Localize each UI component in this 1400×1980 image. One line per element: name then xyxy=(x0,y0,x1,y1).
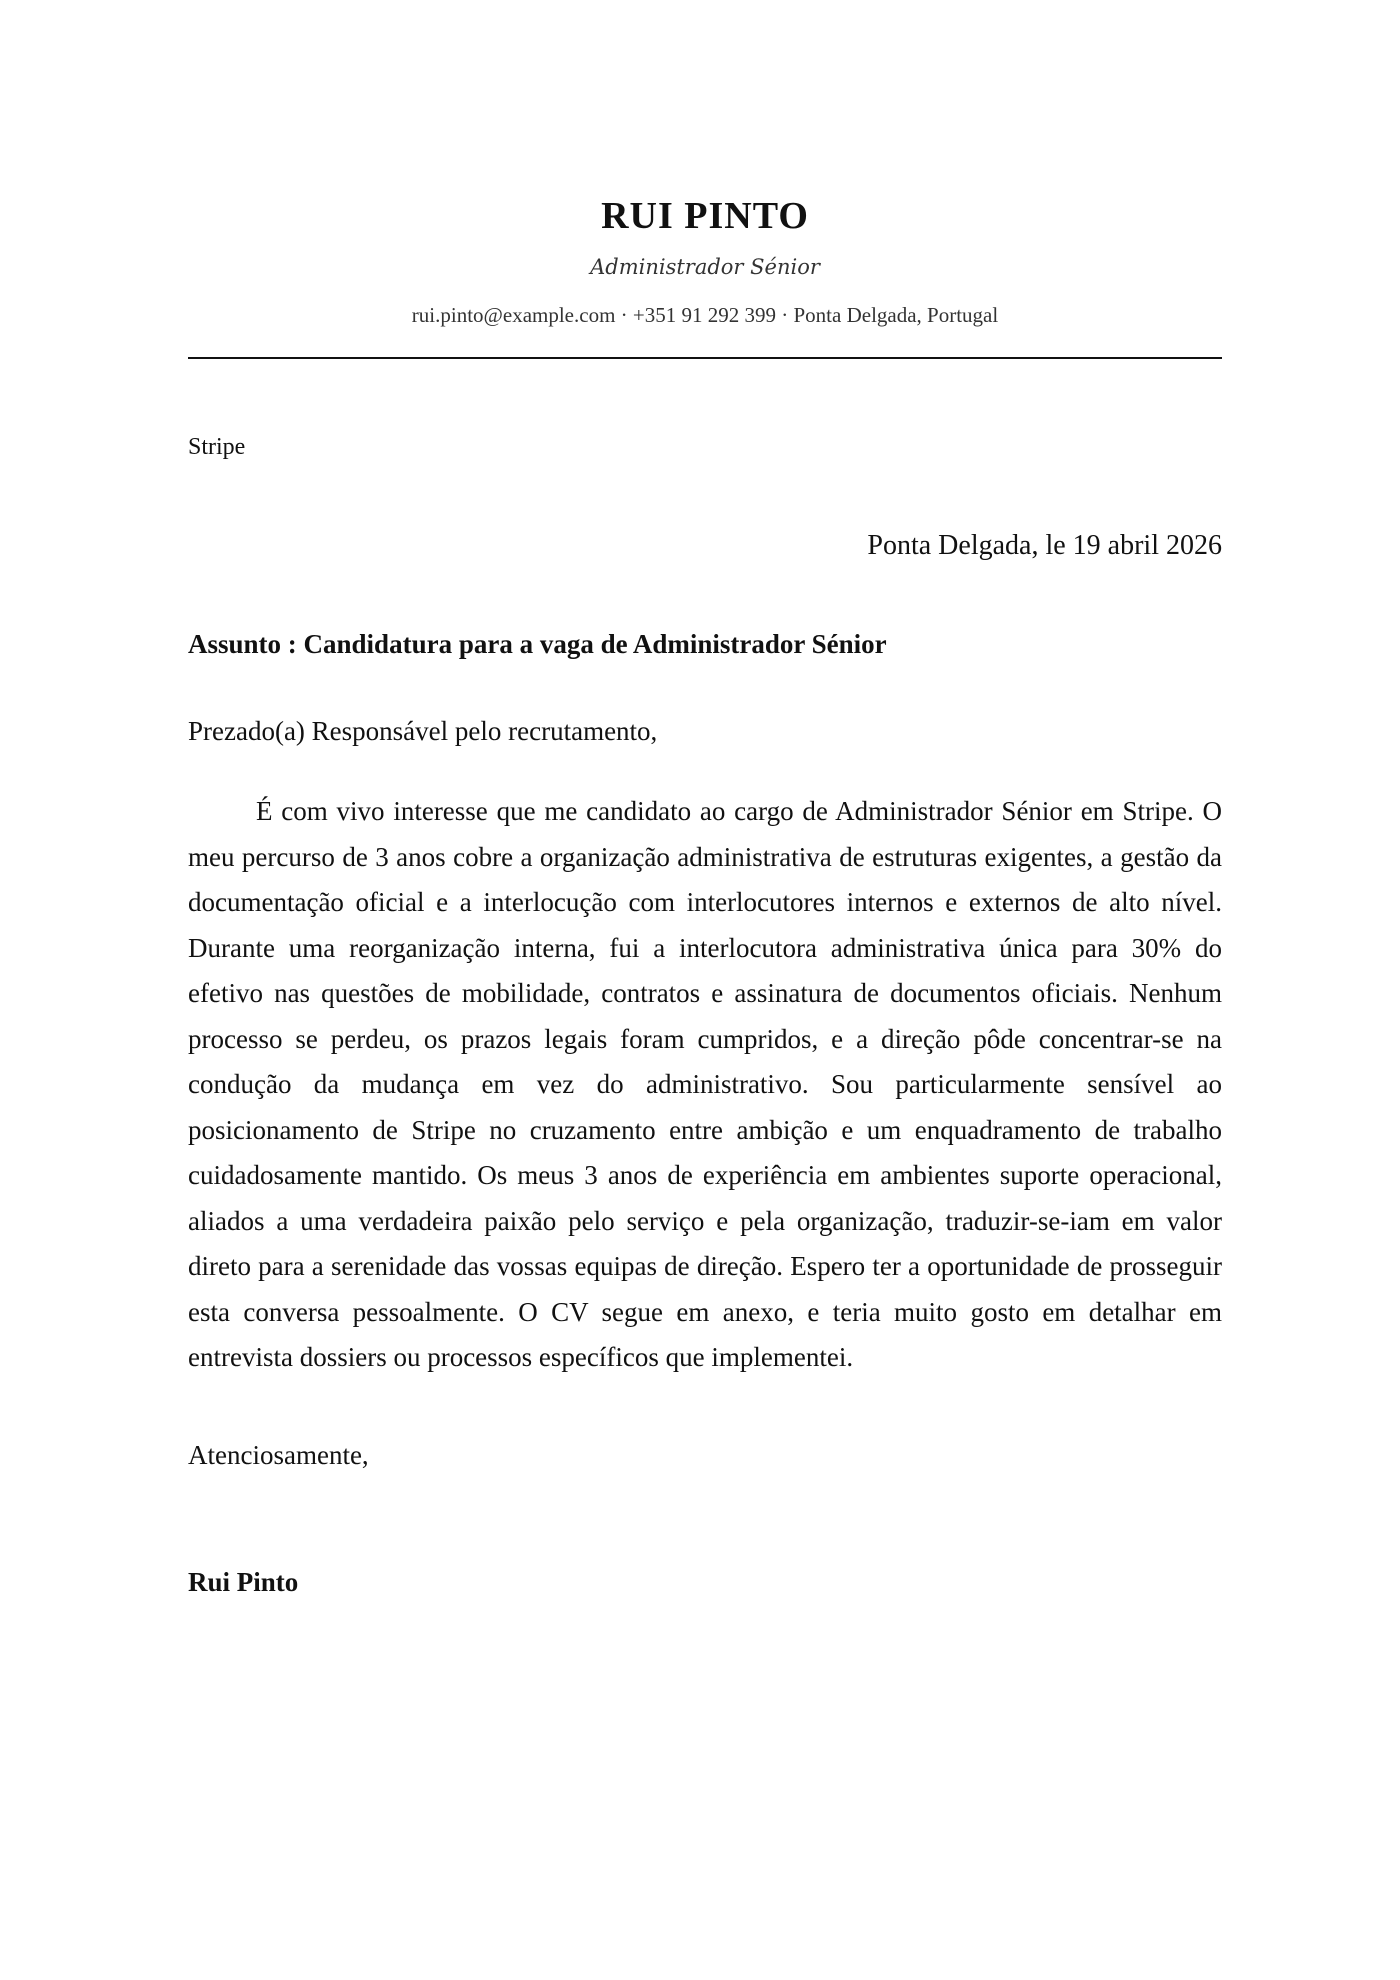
contact-line xyxy=(188,300,1222,330)
date-line: Ponta Delgada, le 19 abril 2026 xyxy=(867,530,1222,561)
letter-body: É com vivo interesse que me candidato ao cargo de Administrador Sénior em Stripe. O meu percurso de 3 anos cobre a organização administrativa de estruturas exigentes, a gestão da documentação oficial e a interlocução com interlocutores internos e externos de alto nível. Durante uma reorganização interna, fui a interlocutora administrativa única para 30% do efetivo nas questões de mobilidade, contratos e assinatura de documentos oficiais. Nenhum processo se perdeu, os prazos legais foram cumpridos, e a direção pôde concentrar-se na condução da mudança em vez do administrativo. Sou particularmente sensível ao posicionamento de Stripe no cruzamento entre ambição e um enquadramento de trabalho cuidadosamente mantido. Os meus 3 anos de experiência em ambientes suporte operacional, aliados a uma verdadeira paixão pelo serviço e pela organização, traduzir-se-iam em valor direto para a serenidade das vossas equipas de direção. Espero ter a oportunidade de prosseguir esta conversa pessoalmente. O CV segue em anexo, e teria muito gosto em detalhar em entrevista dossiers ou processos específicos que implementei. xyxy=(188,796,1222,1372)
subject-line: Assunto : Candidatura para a vaga de Administrador Sénior xyxy=(188,629,887,659)
sender-phone: +351 91 292 399 xyxy=(632,303,776,327)
closing: Atenciosamente, xyxy=(188,1440,369,1470)
letter-page xyxy=(188,0,1222,1980)
sender-location: Ponta Delgada, Portugal xyxy=(793,303,999,327)
contact-separator: · xyxy=(781,303,789,327)
sender-name: RUI PINTO xyxy=(601,195,809,237)
recipient: Stripe xyxy=(188,434,246,460)
letter-header xyxy=(188,192,1222,330)
contact-separator: · xyxy=(620,303,628,327)
signature: Rui Pinto xyxy=(188,1567,299,1597)
sender-role: Administrador Sénior xyxy=(590,255,820,279)
salutation: Prezado(a) Responsável pelo recrutamento, xyxy=(188,716,658,746)
sender-email: rui.pinto@example.com xyxy=(411,303,616,327)
header-divider xyxy=(188,357,1222,359)
